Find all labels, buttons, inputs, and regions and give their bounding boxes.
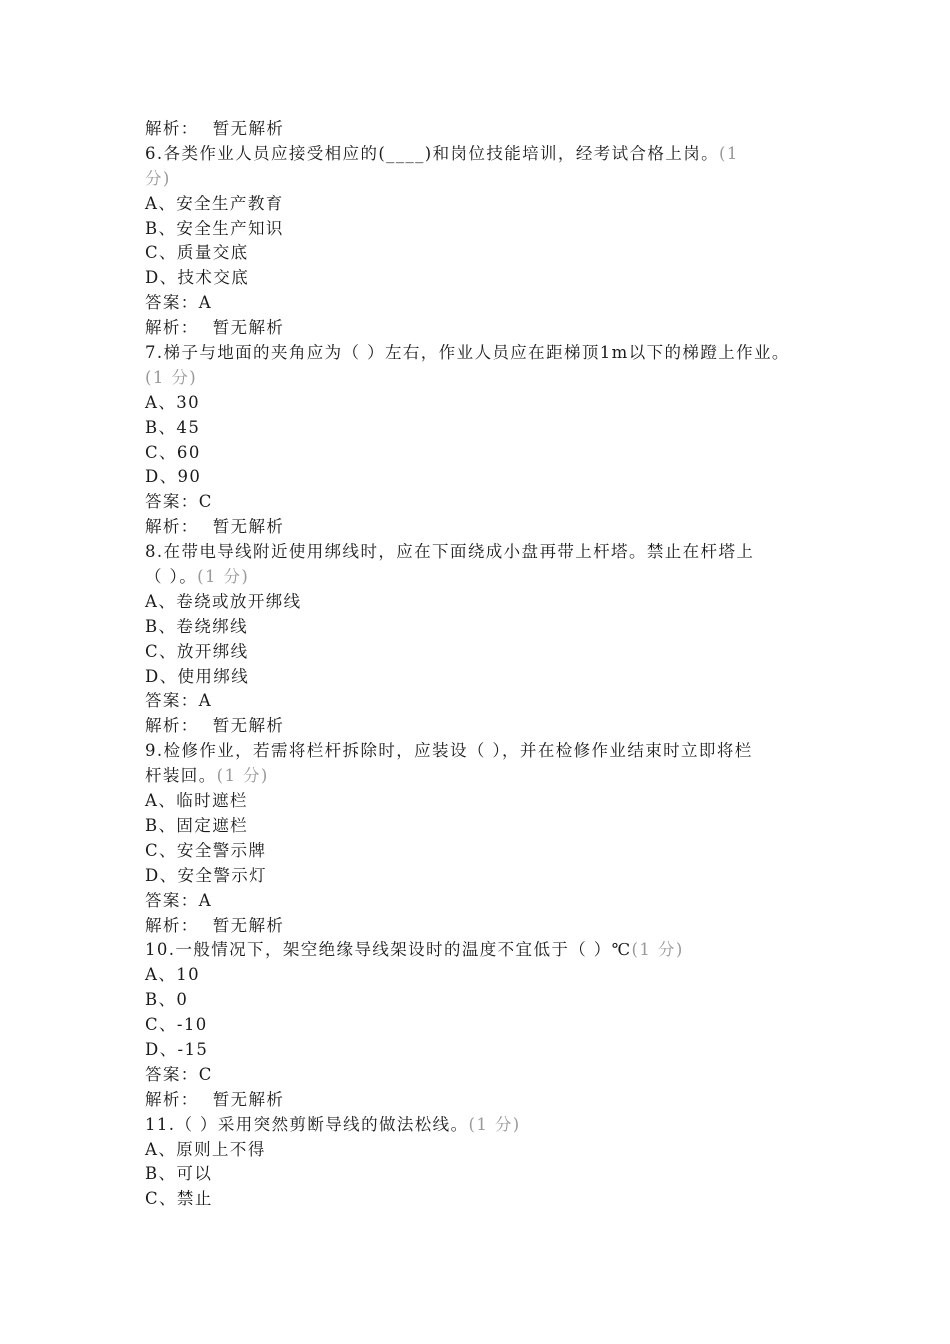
option-b: B、安全生产知识 — [145, 218, 284, 238]
question-text: （ ）。 — [145, 567, 198, 587]
analysis-label: 解析： — [145, 318, 199, 338]
analysis-text: 暂无解析 — [212, 318, 285, 338]
question-9-stem: 9.检修作业，若需将栏杆拆除时，应装设（ ），并在检修作业结束时立即将栏 — [145, 741, 753, 761]
option-b: B、可以 — [145, 1164, 213, 1184]
option-c: C、放开绑线 — [145, 641, 249, 661]
question-8-stem-continued — [145, 565, 825, 590]
analysis-text: 暂无解析 — [212, 915, 285, 935]
answer-line — [145, 490, 825, 515]
question-9-stem-continued — [145, 764, 825, 789]
analysis-line — [145, 117, 825, 142]
option-c: C、禁止 — [145, 1189, 213, 1209]
option-a: A、30 — [145, 392, 201, 412]
answer-value: A — [198, 691, 213, 711]
question-7-stem: 7.梯子与地面的夹角应为（ ）左右，作业人员应在距梯顶1m以下的梯蹬上作业。 — [145, 343, 790, 363]
analysis-text: 暂无解析 — [212, 716, 285, 736]
analysis-line — [145, 914, 825, 939]
analysis-text: 暂无解析 — [212, 1089, 285, 1109]
option-a: A、安全生产教育 — [145, 193, 284, 213]
analysis-label: 解析： — [145, 1089, 199, 1109]
answer-line — [145, 1063, 825, 1088]
answer-line — [145, 291, 825, 316]
analysis-label: 解析： — [145, 517, 199, 537]
answer-line — [145, 889, 825, 914]
analysis-line — [145, 515, 825, 540]
question-score: (1 分) — [468, 1114, 521, 1134]
answer-value: A — [198, 293, 213, 313]
question-text: 6.各类作业人员应接受相应的(____)和岗位技能培训，经考试合格上岗。 — [145, 143, 720, 163]
option-d: D、使用绑线 — [145, 666, 250, 686]
question-text: 10.一般情况下，架空绝缘导线架设时的温度不宜低于（ ）℃ — [145, 940, 632, 960]
option-d: D、90 — [145, 467, 202, 487]
question-text: 杆装回。 — [145, 766, 217, 786]
question-score: (1 分) — [216, 766, 269, 786]
analysis-label: 解析： — [145, 915, 199, 935]
option-a: A、10 — [145, 965, 201, 985]
question-10-stem — [145, 938, 825, 963]
option-d: D、-15 — [145, 1039, 209, 1059]
answer-label: 答案： — [145, 691, 199, 711]
option-c: C、60 — [145, 442, 201, 462]
question-text: 11.（ ）采用突然剪断导线的做法松线。 — [145, 1114, 469, 1134]
analysis-line — [145, 316, 825, 341]
question-score: (1 — [719, 143, 739, 163]
question-6-score-continued: 分) — [145, 168, 171, 188]
question-11-stem — [145, 1113, 825, 1138]
answer-label: 答案： — [145, 890, 199, 910]
option-c: C、-10 — [145, 1015, 208, 1035]
question-8-stem: 8.在带电导线附近使用绑线时，应在下面绕成小盘再带上杆塔。禁止在杆塔上 — [145, 542, 755, 562]
answer-label: 答案： — [145, 1064, 199, 1084]
option-a: A、卷绕或放开绑线 — [145, 591, 302, 611]
option-a: A、原则上不得 — [145, 1139, 266, 1159]
option-c: C、安全警示牌 — [145, 840, 267, 860]
option-c: C、质量交底 — [145, 243, 249, 263]
question-6-stem — [145, 142, 825, 167]
answer-value: C — [198, 492, 213, 512]
analysis-text: 暂无解析 — [212, 119, 285, 138]
option-b: B、固定遮栏 — [145, 815, 249, 835]
option-b: B、45 — [145, 417, 201, 437]
question-7-score: (1 分) — [145, 367, 198, 387]
analysis-line — [145, 714, 825, 739]
analysis-label: 解析： — [145, 119, 199, 138]
option-d: D、技术交底 — [145, 268, 250, 288]
option-b: B、卷绕绑线 — [145, 616, 249, 636]
question-score: (1 分) — [197, 567, 250, 587]
answer-value: A — [198, 890, 213, 910]
question-score: (1 分) — [631, 940, 684, 960]
analysis-label: 解析： — [145, 716, 199, 736]
answer-label: 答案： — [145, 492, 199, 512]
answer-label: 答案： — [145, 293, 199, 313]
analysis-text: 暂无解析 — [212, 517, 285, 537]
analysis-line — [145, 1088, 825, 1113]
answer-line — [145, 689, 825, 714]
exam-document — [145, 117, 825, 1212]
answer-value: C — [198, 1064, 213, 1084]
option-a: A、临时遮栏 — [145, 791, 248, 811]
option-b: B、0 — [145, 990, 189, 1010]
option-d: D、安全警示灯 — [145, 865, 268, 885]
